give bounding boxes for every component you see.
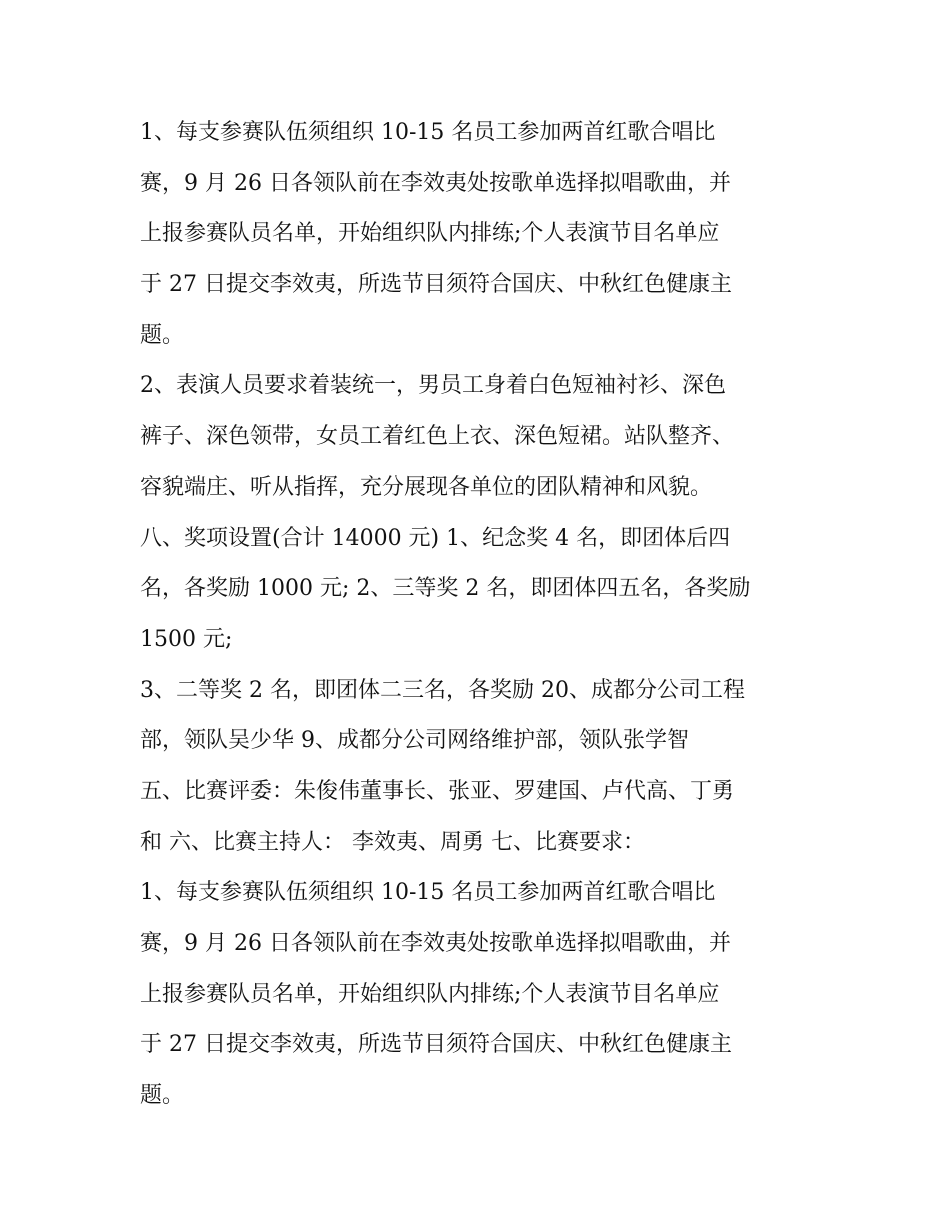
text-line: 题。 bbox=[140, 1083, 185, 1109]
text-line: 2、表演人员要求着装统一，男员工身着白色短袖衬衫、深色 bbox=[140, 373, 726, 399]
text-line: 名，各奖励 1000 元; 2、三等奖 2 名，即团体四五名，各奖励 bbox=[140, 576, 751, 602]
document-body bbox=[140, 108, 830, 1122]
text-line: 赛，9 月 26 日各领队前在李效夷处按歌单选择拟唱歌曲，并 bbox=[140, 170, 731, 196]
text-line: 和 六、比赛主持人： 李效夷、周勇 七、比赛要求： bbox=[140, 829, 645, 855]
text-line: 于 27 日提交李效夷，所选节目须符合国庆、中秋红色健康主 bbox=[140, 272, 732, 298]
text-line: 八、奖项设置(合计 14000 元) 1、纪念奖 4 名，即团体后四 bbox=[140, 525, 731, 551]
text-line: 裤子、深色领带，女员工着红色上衣、深色短裙。站队整齐、 bbox=[140, 424, 735, 450]
text-line: 容貌端庄、听从指挥，充分展现各单位的团队精神和风貌。 bbox=[140, 474, 713, 500]
text-line: 上报参赛队员名单，开始组织队内排练;个人表演节目名单应 bbox=[140, 221, 720, 247]
text-line: 于 27 日提交李效夷，所选节目须符合国庆、中秋红色健康主 bbox=[140, 1032, 732, 1058]
text-line: 五、比赛评委：朱俊伟董事长、张亚、罗建国、卢代高、丁勇 bbox=[140, 778, 735, 804]
text-line: 3、二等奖 2 名，即团体二三名，各奖励 20、成都分公司工程 bbox=[140, 677, 745, 703]
text-line: 上报参赛队员名单，开始组织队内排练;个人表演节目名单应 bbox=[140, 981, 720, 1007]
text-line: 题。 bbox=[140, 322, 185, 348]
text-line: 部，领队吴少华 9、成都分公司网络维护部，领队张学智 bbox=[140, 728, 689, 754]
text-line: 1500 元; bbox=[140, 626, 233, 652]
text-line: 1、每支参赛队伍须组织 10-15 名员工参加两首红歌合唱比 bbox=[140, 880, 716, 906]
text-line: 1、每支参赛队伍须组织 10-15 名员工参加两首红歌合唱比 bbox=[140, 120, 716, 145]
text-line: 赛，9 月 26 日各领队前在李效夷处按歌单选择拟唱歌曲，并 bbox=[140, 931, 731, 956]
